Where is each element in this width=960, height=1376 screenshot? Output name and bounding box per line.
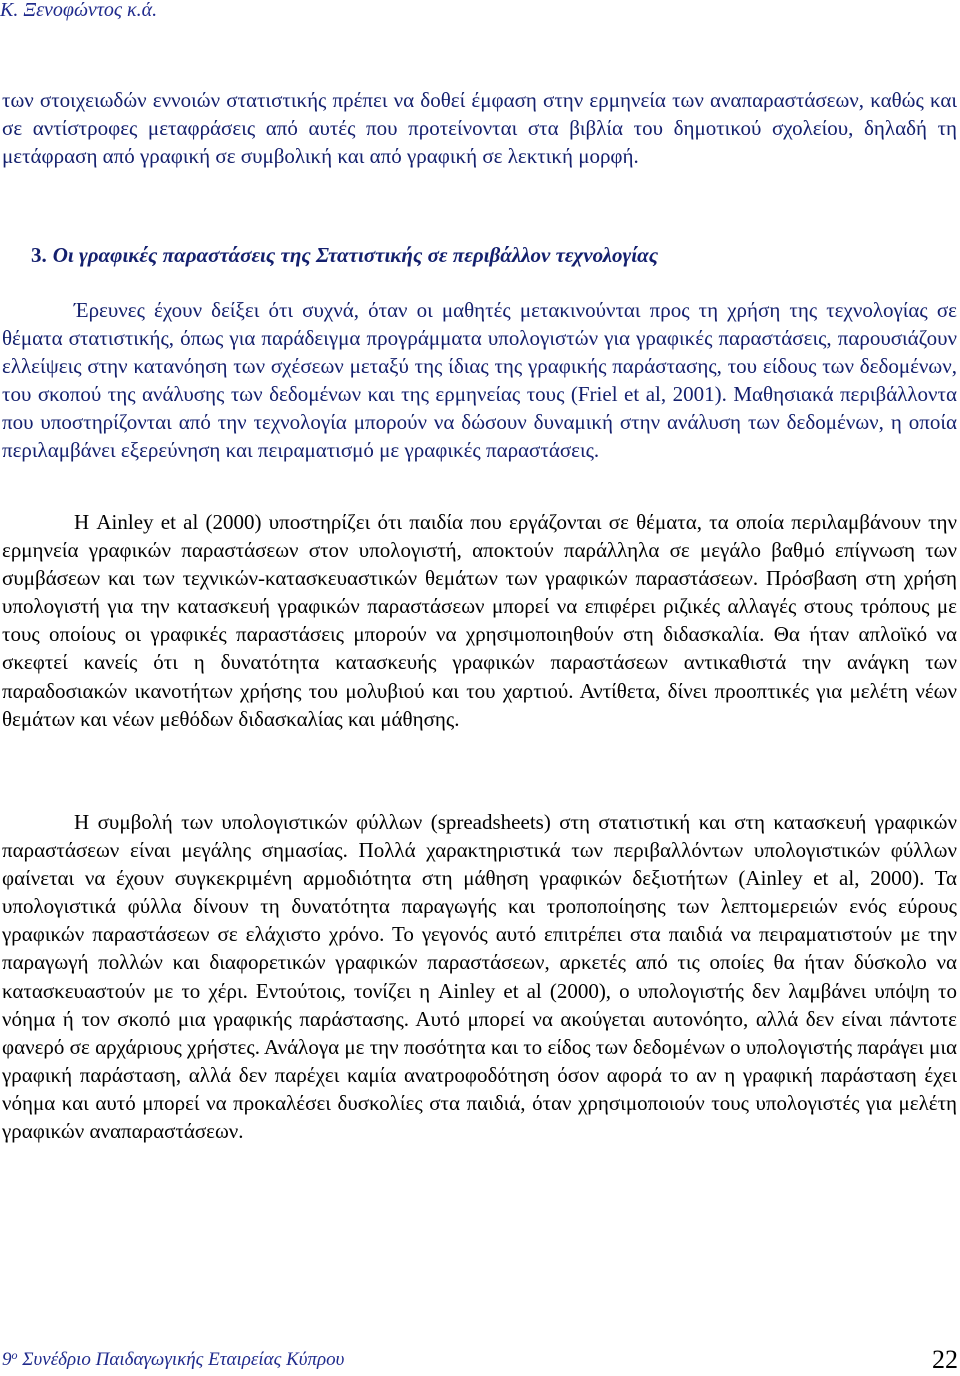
footer-ordinal-number: 9 bbox=[2, 1349, 12, 1370]
footer-ordinal-suffix: ο bbox=[11, 1348, 18, 1362]
section-heading bbox=[31, 241, 658, 269]
intro-paragraph: των στοιχειωδών εννοιών στατιστικής πρέπει να δοθεί έμφαση στην ερμηνεία των αναπαραστάσεων, καθώς και σε αντίστροφες μεταφράσεις από αυτές που προτείνονται στα βιβλία του δημοτικού σχολείου, δηλαδή τη μετάφραση από γραφική σε συμβολική και από γραφική σε λεκτική μορφή. bbox=[2, 88, 957, 169]
running-header-author: Κ. Ξενοφώντος κ.ά. bbox=[0, 0, 158, 21]
footer-conference-name: Συνέδριο Παιδαγωγικής Εταιρείας Κύπρου bbox=[22, 1349, 345, 1370]
body-paragraph-1: Έρευνες έχουν δείξει ότι συχνά, όταν οι μαθητές μετακινούνται προς τη χρήση της τεχνολογίας σε θέματα στατιστικής, όπως για παράδειγμα προγράμματα υπολογιστών για γραφικές παραστάσεις, παρουσιάζουν ελλείψεις στην κατανόηση των σχέσεων μεταξύ της ίδιας της γραφικής παράστασης, του είδους των δεδομένων, του σκοπού της ανάλυσης των δεδομένων και της ερμηνείας τους (Friel et al, 2001). Μαθησιακά περιβάλλοντα που υποστηρίζονται από την τεχνολογία μπορούν να δώσουν δυναμική στην ανάλυση των δεδομένων, η οποία περιλαμβάνει εξερεύνηση και πειραματισμό με γραφικές παραστάσεις. bbox=[2, 298, 957, 463]
footer-conference bbox=[2, 1349, 344, 1371]
section-number: 3. bbox=[31, 243, 47, 267]
section-title: Οι γραφικές παραστάσεις της Στατιστικής σε περιβάλλον τεχνολογίας bbox=[52, 243, 659, 267]
page-number: 22 bbox=[932, 1345, 958, 1374]
body-paragraph-2: Η Ainley et al (2000) υποστηρίζει ότι παιδία που εργάζονται σε θέματα, τα οποία περιλαμβάνουν την ερμηνεία γραφικών παραστάσεων στον υπολογιστή, αποκτούν παράλληλα σε μεγάλο βαθμό επίγνωση των συμβάσεων και των τεχνικών-κατασκευαστικών θεμάτων των γραφικών παραστάσεων. Πρόσβαση στη χρήση υπολογιστή για την κατασκευή γραφικών παραστάσεων μπορεί να επιφέρει ριζικές αλλαγές στους τρόπους με τους οποίους οι γραφικές παραστάσεις μπορούν να χρησιμοποιηθούν στη διδασκαλία. Θα ήταν απλοϊκό να σκεφτεί κανείς ότι η δυνατότητα κατασκευής γραφικών παραστάσεων αντικαθιστά την ανάγκη των παραδοσιακών ικανοτήτων χρήσης του μολυβιού και του χαρτιού. Αντίθετα, δίνει προοπτικές για μελέτη νέων θεμάτων και νέων μεθόδων διδασκαλίας και μάθησης. bbox=[2, 510, 957, 731]
body-paragraph-3: Η συμβολή των υπολογιστικών φύλλων (spreadsheets) στη στατιστική και στη κατασκευή γραφικών παραστάσεων είναι μεγάλης σημασίας. Πολλά χαρακτηριστικά των περιβαλλόντων υπολογιστικών φύλλων φαίνεται να έχουν συγκεκριμένη αρμοδιότητα στη μάθηση γραφικών δεξιοτήτων (Ainley et al, 2000). Τα υπολογιστικά φύλλα δίνουν τη δυνατότητα παραγωγής και τροποποίησης των λεπτομερειών ενός εύρους γραφικών παραστάσεων σε ελάχιστο χρόνο. Το γεγονός αυτό επιτρέπει στα παιδιά να πειραματιστούν με την παραγωγή πολλών και διαφορετικών γραφικών παραστάσεων, αρκετές από τις οποίες θα ήταν δύσκολο να κατασκευαστούν με το χέρι. Εντούτοις, τονίζει η Ainley et al (2000), ο υπολογιστής δεν λαμβάνει υπόψη το νόημα ή τον σκοπό μια γραφικής παράστασης. Αυτό μπορεί να ακούγεται αυτονόητο, αλλά δεν είναι πάντοτε φανερό σε αρχάριους χρήστες. Ανάλογα με την ποσότητα και το είδος των δεδομένων ο υπολογιστής παράγει μια γραφική παράσταση, αλλά δεν παρέχει καμία ανατροφοδότηση όσον αφορά το αν η γραφική παράσταση έχει νόημα και αυτό μπορεί να προκαλέσει δυσκολίες στα παιδιά, όταν χρησιμοποιούν τους υπολογιστές για μελέτη γραφικών αναπαραστάσεων. bbox=[2, 810, 957, 1144]
